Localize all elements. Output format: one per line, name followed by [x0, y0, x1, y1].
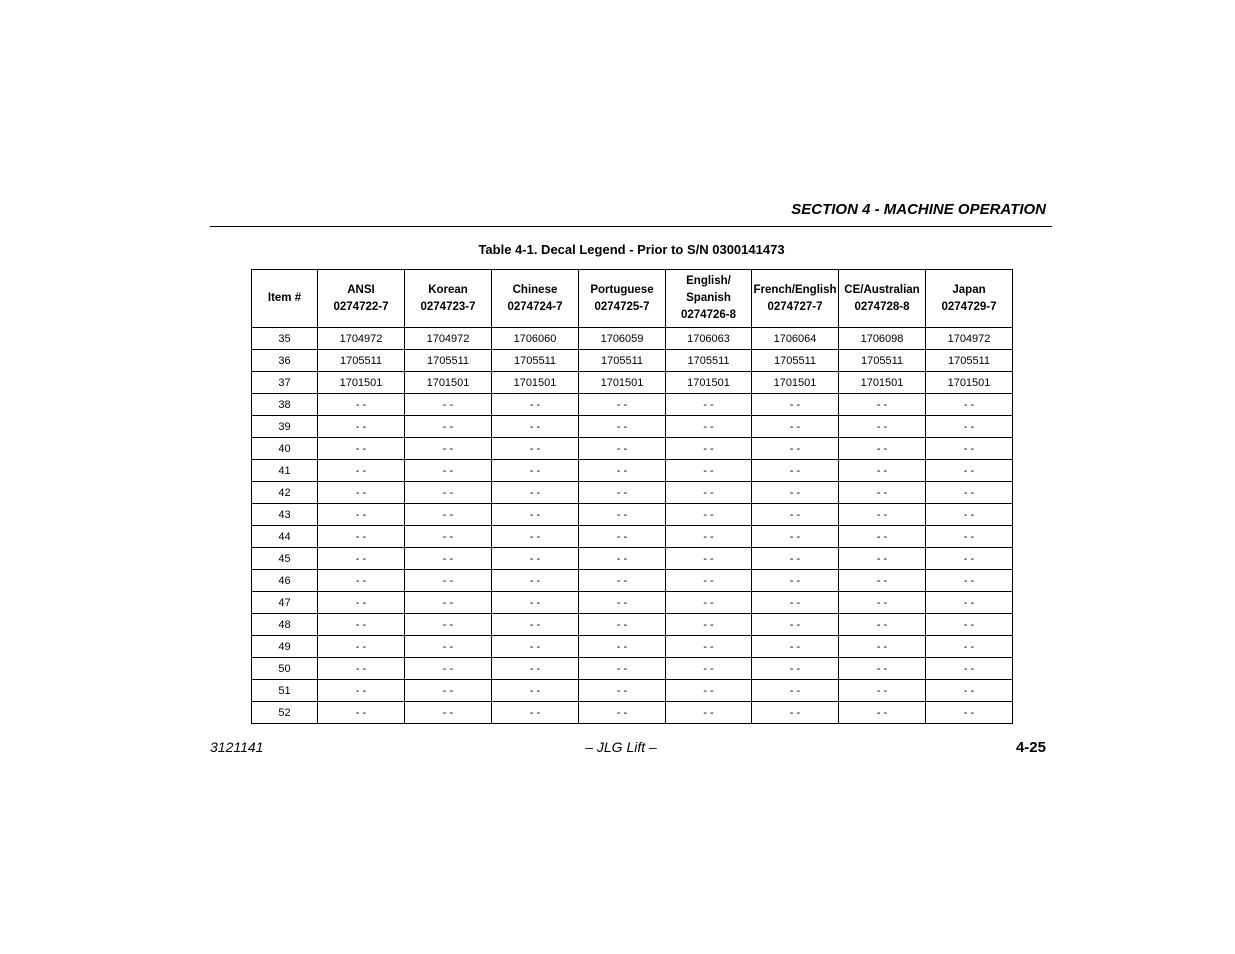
decal-part-cell: - - [579, 680, 666, 702]
decal-part-cell: - - [579, 438, 666, 460]
decal-part-cell: 1701501 [579, 372, 666, 394]
decal-part-cell: - - [839, 658, 926, 680]
decal-part-cell: - - [318, 504, 405, 526]
decal-part-cell: 1705511 [666, 350, 752, 372]
decal-part-cell: - - [752, 394, 839, 416]
decal-part-cell: 1701501 [318, 372, 405, 394]
decal-part-cell: - - [405, 702, 492, 724]
decal-part-cell: - - [926, 702, 1013, 724]
item-number-cell: 42 [252, 482, 318, 504]
decal-part-cell: - - [405, 394, 492, 416]
table-row [252, 504, 1013, 526]
decal-part-cell: - - [666, 504, 752, 526]
decal-part-cell: - - [839, 702, 926, 724]
decal-part-cell: - - [492, 614, 579, 636]
decal-part-cell: - - [839, 460, 926, 482]
decal-part-cell: - - [926, 460, 1013, 482]
decal-part-cell: - - [405, 614, 492, 636]
item-number-cell: 45 [252, 548, 318, 570]
decal-part-cell: - - [839, 636, 926, 658]
decal-part-cell: - - [666, 548, 752, 570]
column-header-line: 0274722-7 [333, 300, 389, 313]
decal-part-cell: - - [405, 416, 492, 438]
decal-part-cell: - - [405, 680, 492, 702]
decal-part-cell: - - [839, 482, 926, 504]
column-header [579, 270, 666, 328]
table-row [252, 592, 1013, 614]
decal-part-cell: - - [666, 592, 752, 614]
decal-part-cell: - - [839, 438, 926, 460]
table-row [252, 438, 1013, 460]
table-row [252, 614, 1013, 636]
column-header-line: 0274725-7 [594, 300, 650, 313]
decal-part-cell: - - [752, 658, 839, 680]
item-number-cell: 35 [252, 328, 318, 350]
decal-part-cell: - - [752, 548, 839, 570]
column-header-line: Chinese [512, 283, 558, 296]
page-number: 4-25 [1015, 739, 1046, 756]
decal-part-cell: - - [492, 460, 579, 482]
decal-part-cell: 1704972 [318, 328, 405, 350]
decal-part-cell: - - [666, 680, 752, 702]
decal-part-cell: 1704972 [926, 328, 1013, 350]
decal-part-cell: - - [666, 636, 752, 658]
decal-part-cell: - - [579, 570, 666, 592]
column-header-line: English/ [686, 275, 731, 287]
decal-part-cell: - - [839, 526, 926, 548]
decal-part-cell: - - [318, 680, 405, 702]
decal-part-cell: - - [666, 702, 752, 724]
column-header-line: 0274726-8 [681, 309, 736, 321]
decal-part-cell: - - [405, 658, 492, 680]
decal-part-cell: - - [752, 680, 839, 702]
decal-part-cell: - - [752, 702, 839, 724]
decal-part-cell: - - [579, 482, 666, 504]
item-number-cell: 39 [252, 416, 318, 438]
table-row [252, 328, 1013, 350]
column-header-line: 0274723-7 [420, 300, 476, 313]
item-number-cell: 47 [252, 592, 318, 614]
column-header-line: Japan [952, 283, 986, 296]
item-number-cell: 49 [252, 636, 318, 658]
column-header-line: 0274727-7 [767, 300, 823, 313]
table-header-row [252, 270, 1013, 328]
decal-part-cell: - - [752, 416, 839, 438]
decal-part-cell: - - [405, 570, 492, 592]
decal-part-cell: - - [752, 614, 839, 636]
decal-part-cell: - - [579, 460, 666, 482]
column-header [839, 270, 926, 328]
decal-part-cell: - - [666, 614, 752, 636]
section-title: SECTION 4 - MACHINE OPERATION [791, 201, 1046, 218]
table-row [252, 658, 1013, 680]
item-number-cell: 37 [252, 372, 318, 394]
column-header-line: French/English [753, 283, 837, 296]
decal-part-cell: - - [926, 394, 1013, 416]
column-header-line: Item # [267, 292, 302, 304]
decal-part-cell: - - [492, 438, 579, 460]
decal-part-cell: - - [666, 394, 752, 416]
decal-part-cell: 1705511 [752, 350, 839, 372]
item-number-cell: 50 [252, 658, 318, 680]
decal-part-cell: 1705511 [926, 350, 1013, 372]
decal-part-cell: - - [579, 636, 666, 658]
decal-part-cell: - - [318, 548, 405, 570]
decal-part-cell: 1701501 [839, 372, 926, 394]
item-number-cell: 48 [252, 614, 318, 636]
column-header [252, 270, 318, 328]
decal-part-cell: - - [405, 548, 492, 570]
decal-part-cell: - - [405, 592, 492, 614]
table-row [252, 526, 1013, 548]
decal-part-cell: - - [839, 504, 926, 526]
decal-part-cell: - - [579, 394, 666, 416]
table-body [252, 328, 1013, 724]
item-number-cell: 46 [252, 570, 318, 592]
decal-part-cell: - - [405, 636, 492, 658]
decal-part-cell: - - [926, 504, 1013, 526]
column-header-line: Spanish [686, 292, 731, 304]
decal-part-cell: - - [839, 548, 926, 570]
decal-part-cell: 1701501 [492, 372, 579, 394]
item-number-cell: 52 [252, 702, 318, 724]
decal-part-cell: - - [492, 570, 579, 592]
item-number-cell: 41 [252, 460, 318, 482]
column-header-line: CE/Australian [844, 283, 920, 296]
column-header [926, 270, 1013, 328]
decal-part-cell: - - [492, 636, 579, 658]
decal-part-cell: 1701501 [405, 372, 492, 394]
table-title: Table 4-1. Decal Legend - Prior to S/N 0300141473 [478, 242, 785, 257]
decal-part-cell: - - [318, 570, 405, 592]
decal-part-cell: - - [579, 592, 666, 614]
column-header-line: Korean [428, 283, 468, 296]
decal-part-cell: - - [579, 702, 666, 724]
decal-part-cell: - - [926, 636, 1013, 658]
decal-part-cell: - - [926, 680, 1013, 702]
decal-part-cell: 1701501 [666, 372, 752, 394]
table-row [252, 636, 1013, 658]
decal-part-cell: - - [492, 680, 579, 702]
decal-part-cell: 1701501 [752, 372, 839, 394]
table-row [252, 460, 1013, 482]
decal-part-cell: - - [579, 658, 666, 680]
decal-part-cell: 1706059 [579, 328, 666, 350]
decal-part-cell: - - [492, 504, 579, 526]
column-header [405, 270, 492, 328]
decal-part-cell: - - [492, 658, 579, 680]
decal-part-cell: - - [752, 570, 839, 592]
table-row [252, 394, 1013, 416]
decal-part-cell: - - [752, 504, 839, 526]
decal-part-cell: - - [318, 658, 405, 680]
decal-part-cell: - - [405, 526, 492, 548]
table-row [252, 702, 1013, 724]
decal-part-cell: - - [926, 548, 1013, 570]
decal-part-cell: - - [926, 482, 1013, 504]
decal-part-cell: - - [318, 482, 405, 504]
decal-part-cell: 1705511 [579, 350, 666, 372]
header-divider [210, 226, 1052, 227]
column-header [666, 270, 752, 328]
decal-part-cell: - - [579, 526, 666, 548]
decal-part-cell: - - [318, 636, 405, 658]
decal-part-cell: - - [666, 526, 752, 548]
decal-part-cell: - - [926, 416, 1013, 438]
decal-part-cell: - - [318, 460, 405, 482]
decal-part-cell: - - [839, 614, 926, 636]
footer-brand: – JLG Lift – [585, 739, 657, 755]
decal-part-cell: - - [666, 438, 752, 460]
column-header [492, 270, 579, 328]
table-row [252, 680, 1013, 702]
decal-part-cell: - - [752, 460, 839, 482]
decal-part-cell: - - [492, 482, 579, 504]
column-header-line: ANSI [347, 283, 375, 296]
decal-part-cell: - - [492, 592, 579, 614]
decal-part-cell: - - [405, 482, 492, 504]
document-number: 3121141 [210, 739, 264, 755]
decal-part-cell: - - [579, 504, 666, 526]
column-header-line: Portuguese [590, 283, 654, 296]
column-header-line: 0274729-7 [941, 300, 997, 313]
decal-part-cell: 1705511 [839, 350, 926, 372]
decal-part-cell: 1706063 [666, 328, 752, 350]
item-number-cell: 44 [252, 526, 318, 548]
table-row [252, 372, 1013, 394]
decal-part-cell: - - [752, 592, 839, 614]
decal-part-cell: 1705511 [492, 350, 579, 372]
decal-part-cell: - - [926, 570, 1013, 592]
decal-part-cell: - - [839, 680, 926, 702]
decal-part-cell: 1706064 [752, 328, 839, 350]
decal-part-cell: - - [405, 460, 492, 482]
decal-part-cell: 1704972 [405, 328, 492, 350]
decal-legend-table [251, 269, 1013, 724]
column-header-line: 0274728-8 [854, 300, 910, 313]
decal-part-cell: - - [492, 394, 579, 416]
decal-part-cell: - - [579, 416, 666, 438]
decal-part-cell: - - [926, 526, 1013, 548]
decal-part-cell: - - [752, 438, 839, 460]
decal-part-cell: - - [839, 592, 926, 614]
decal-part-cell: 1705511 [318, 350, 405, 372]
decal-part-cell: - - [579, 614, 666, 636]
decal-part-cell: 1701501 [926, 372, 1013, 394]
table-row [252, 548, 1013, 570]
decal-part-cell: - - [318, 416, 405, 438]
decal-part-cell: - - [926, 614, 1013, 636]
decal-part-cell: - - [318, 702, 405, 724]
column-header [318, 270, 405, 328]
decal-part-cell: - - [752, 636, 839, 658]
column-header-line: 0274724-7 [507, 300, 563, 313]
decal-part-cell: - - [839, 570, 926, 592]
decal-part-cell: - - [839, 416, 926, 438]
table-row [252, 482, 1013, 504]
decal-part-cell: - - [666, 482, 752, 504]
decal-part-cell: 1706060 [492, 328, 579, 350]
decal-part-cell: - - [318, 526, 405, 548]
item-number-cell: 38 [252, 394, 318, 416]
decal-part-cell: - - [666, 658, 752, 680]
decal-part-cell: - - [405, 504, 492, 526]
decal-part-cell: - - [492, 702, 579, 724]
table-row [252, 570, 1013, 592]
decal-part-cell: - - [926, 592, 1013, 614]
decal-part-cell: - - [318, 614, 405, 636]
decal-part-cell: - - [492, 526, 579, 548]
decal-part-cell: - - [666, 570, 752, 592]
decal-part-cell: - - [839, 394, 926, 416]
column-header [752, 270, 839, 328]
decal-part-cell: - - [666, 416, 752, 438]
decal-part-cell: - - [579, 548, 666, 570]
decal-part-cell: - - [318, 394, 405, 416]
table-row [252, 350, 1013, 372]
item-number-cell: 36 [252, 350, 318, 372]
decal-part-cell: - - [752, 482, 839, 504]
decal-part-cell: - - [492, 416, 579, 438]
decal-part-cell: - - [926, 438, 1013, 460]
decal-part-cell: 1706098 [839, 328, 926, 350]
item-number-cell: 40 [252, 438, 318, 460]
decal-part-cell: 1705511 [405, 350, 492, 372]
decal-part-cell: - - [492, 548, 579, 570]
item-number-cell: 51 [252, 680, 318, 702]
decal-part-cell: - - [318, 438, 405, 460]
decal-part-cell: - - [666, 460, 752, 482]
table-row [252, 416, 1013, 438]
item-number-cell: 43 [252, 504, 318, 526]
decal-part-cell: - - [405, 438, 492, 460]
decal-part-cell: - - [926, 658, 1013, 680]
decal-part-cell: - - [752, 526, 839, 548]
decal-part-cell: - - [318, 592, 405, 614]
